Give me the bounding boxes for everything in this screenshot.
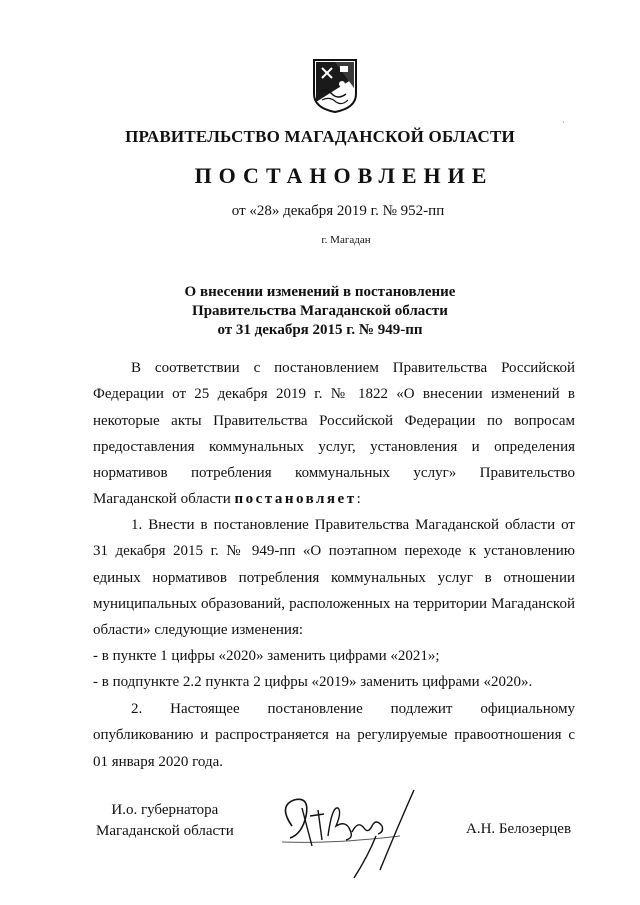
document-city: г. Магадан xyxy=(321,234,371,246)
document-subject xyxy=(0,283,640,340)
preamble-text: В соответствии с постановлением Правительства Российской Федерации от 25 декабря 2019 г. № 1822 «О внесении изменений в некоторые акты Правительства Российской Федерации по вопросам предоставления коммунальных услуг, установления и определения нормативов потребления коммунальных услуг» Правительство Магаданской области xyxy=(93,360,575,508)
preamble-paragraph xyxy=(93,355,575,513)
subject-line: Правительства Магаданской области xyxy=(192,303,448,319)
decree-word: постановляет xyxy=(234,491,357,508)
item-2-paragraph xyxy=(93,696,575,775)
position-line: И.о. губернатора xyxy=(111,802,219,818)
change-1 xyxy=(93,643,575,669)
handwritten-signature xyxy=(272,786,422,882)
government-title: ПРАВИТЕЛЬСТВО МАГАДАНСКОЙ ОБЛАСТИ xyxy=(125,127,515,146)
item-2-text: 2. Настоящее постановление подлежит официальному опубликованию и распространяется на регулируемые правоотношения с 01 января 2020 года. xyxy=(93,701,575,770)
item-1-paragraph xyxy=(93,512,575,643)
scan-mark: · xyxy=(562,118,565,127)
position-line: Магаданской области xyxy=(96,823,234,839)
change-1-text: - в пункте 1 цифры «2020» заменить цифрами «2021»; xyxy=(93,648,440,664)
change-2-text: - в подпункте 2.2 пункта 2 цифры «2019» заменить цифрами «2020». xyxy=(93,674,533,690)
coat-of-arms-icon xyxy=(312,58,358,114)
preamble-end: : xyxy=(356,491,361,508)
subject-line: от 31 декабря 2015 г. № 949-пп xyxy=(217,322,423,338)
document-date-number: от «28» декабря 2019 г. № 952-пп xyxy=(231,203,445,219)
item-1-text: 1. Внести в постановление Правительства Магаданской области от 31 декабря 2015 г. № 949-пп «О поэтапном переходе к установлению единых нормативов потребления коммунальных услуг в отношении муниципальных образований, расположенных на территории Магаданской области» следующие изменения: xyxy=(93,517,575,639)
signatory-name: А.Н. Белозерцев xyxy=(466,821,572,837)
signatory-position xyxy=(96,800,234,842)
subject-line: О внесении изменений в постановление xyxy=(184,284,456,300)
document-type: ПОСТАНОВЛЕНИЕ xyxy=(194,163,494,188)
change-2 xyxy=(93,669,575,695)
